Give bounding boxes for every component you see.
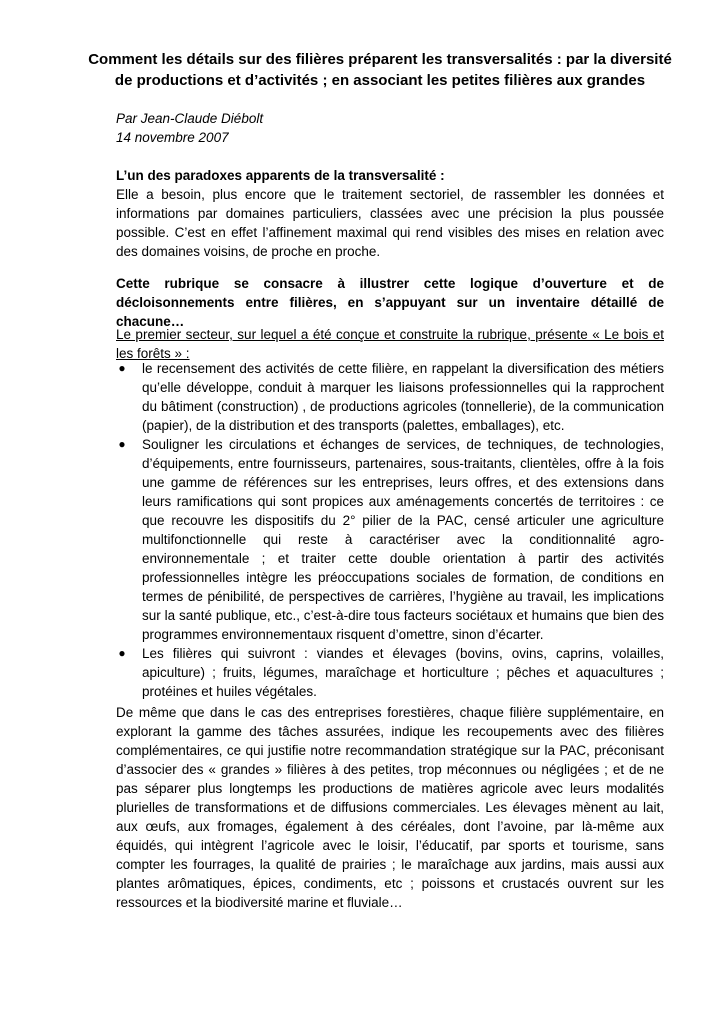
- rubric-statement: Cette rubrique se consacre à illustrer cette logique d’ouverture et de décloisonnements entre filières, en s’appuyant sur un inventaire détaillé de chacune…: [116, 276, 664, 329]
- intro-paragraph: Elle a besoin, plus encore que le traitement sectoriel, de rassembler les données et informations par domaines particuliers, classées avec une précision la plus poussée possible. C’est en effet l’affinement maximal qui rend visibles des mises en relation avec des domaines voisins, de proche en proche.: [116, 187, 664, 259]
- list-item: [116, 435, 664, 644]
- bullet-icon: ●: [118, 361, 126, 375]
- conclusion-paragraph: De même que dans le cas des entreprises forestières, chaque filière supplémentaire, en explorant la gamme des tâches assurées, indique les recoupements avec des filières complémentaires, ce qui justifie notre recommandation stratégique sur la PAC, préconisant d’associer des « grandes » filières à des petites, trop méconnues ou négligées ; et de ne pas séparer plus longtemps les productions de matières agricole avec leurs modalités plurielles de transformations et de diffusions commerciales. Les élevages mènent au lait, aux œufs, aux fromages, également à des céréales, dont l’avoine, par là-même aux équidés, qui intègrent l’agricole avec le loisir, l’éducatif, par sports et tourisme, sans compter les fourrages, la qualité de prairies ; le maraîchage aux jardins, mais aussi aux plantes arômatiques, épices, condiments, etc ; poissons et crustacés ouvrent sur les ressources et la biodiversité marine et fluviale…: [116, 705, 664, 910]
- first-sector-lead: Le premier secteur, sur lequel a été conçue et construite la rubrique, présente « Le bois et les forêts » :: [116, 327, 664, 361]
- document-title: Comment les détails sur des filières préparent les transversalités : par la diversité de productions et d’activités ; en associant les petites filières aux grandes: [88, 51, 672, 89]
- list-item: [116, 644, 664, 701]
- first-sector-bullet-list: [116, 359, 664, 701]
- date-line: 14 novembre 2007: [116, 130, 229, 145]
- bullet-text: Souligner les circulations et échanges de services, de techniques, de technologies, d’équipements, entre fournisseurs, partenaires, sous-traitants, clientèles, offre à la fois une gamme de références sur les entreprises, leurs offres, et des extensions dans leurs ramifications qui sont propices aux aménagements concertés de territoires : ce que recouvre les dispositifs du 2° pilier de la PAC, censé articuler une agriculture multifonctionnelle qui reste à caractériser avec la conditionnalité agro-environnementale ; et traiter cette double orientation à partir des activités professionnelles intègre les préoccupations sociales de formation, de conditions en termes de pénibilité, de perspectives de carrières, l’hygiène au travail, les implications sur la santé publique, etc., c’est-à-dire tous facteurs sociétaux et humains que bien des programmes environnementaux risquent d’omettre, sinon d’écarter.: [142, 437, 664, 642]
- intro-section: [116, 166, 664, 261]
- intro-heading: L’un des paradoxes apparents de la transversalité :: [116, 168, 445, 183]
- author-line: Par Jean-Claude Diébolt: [116, 111, 264, 126]
- bullet-text: Les filières qui suivront : viandes et élevages (bovins, ovins, caprins, volailles, apiculture) ; fruits, légumes, maraîchage et horticulture ; pêches et aquacultures ; protéines et huiles végétales.: [142, 646, 664, 699]
- list-item: [116, 359, 664, 435]
- bullet-icon: ●: [118, 437, 126, 451]
- bullet-text: le recensement des activités de cette filière, en rappelant la diversification des métiers qu’elle développe, conduit à marquer les liaisons professionnelles qui la rapprochent du bâtiment (construction) , de productions agricoles (tonnellerie), de la communication (papier), de la distribution et des transports (palettes, emballages), etc.: [142, 361, 664, 433]
- bullet-icon: ●: [118, 646, 126, 660]
